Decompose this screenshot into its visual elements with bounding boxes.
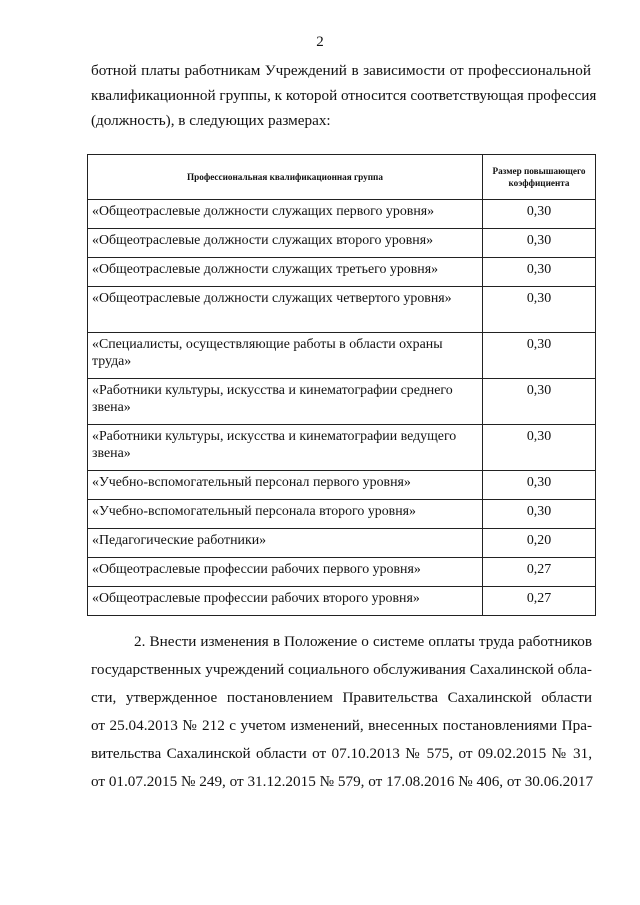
coefficient-cell: 0,20 bbox=[483, 529, 596, 558]
group-cell: «Общеотраслевые профессии рабочих первого уровня» bbox=[88, 558, 483, 587]
coefficient-cell: 0,30 bbox=[483, 200, 596, 229]
coefficient-cell: 0,30 bbox=[483, 425, 596, 471]
table-header-row bbox=[88, 155, 596, 200]
table-row bbox=[88, 471, 596, 500]
table-row bbox=[88, 229, 596, 258]
coefficient-cell: 0,30 bbox=[483, 379, 596, 425]
header-coefficient: Размер повышающего коэффициента bbox=[483, 155, 596, 200]
coefficient-cell: 0,27 bbox=[483, 558, 596, 587]
intro-text bbox=[91, 58, 597, 133]
paragraph-line: вительства Сахалинской области от 07.10.2013 № 575, от 09.02.2015 № 31, bbox=[91, 745, 592, 762]
group-cell: «Специалисты, осуществляющие работы в области охраны труда» bbox=[88, 333, 483, 379]
table-row bbox=[88, 587, 596, 616]
paragraph-line: от 25.04.2013 № 212 с учетом изменений, внесенных постановлениями Пра- bbox=[91, 717, 592, 734]
group-cell: «Общеотраслевые должности служащих первого уровня» bbox=[88, 200, 483, 229]
group-cell: «Учебно-вспомогательный персонала второго уровня» bbox=[88, 500, 483, 529]
paragraph-line: государственных учреждений социального обслуживания Сахалинской обла- bbox=[91, 661, 592, 678]
paragraph-line: от 01.07.2015 № 249, от 31.12.2015 № 579, от 17.08.2016 № 406, от 30.06.2017 bbox=[91, 773, 594, 790]
table-row bbox=[88, 200, 596, 229]
paragraph-line: 2. Внести изменения в Положение о системе оплаты труда работников bbox=[134, 633, 592, 650]
table-row bbox=[88, 258, 596, 287]
paragraph-2 bbox=[91, 628, 592, 796]
page-number: 2 bbox=[316, 34, 324, 50]
table-row bbox=[88, 529, 596, 558]
intro-line: квалификационной группы, к которой относится соответствующая профессия bbox=[91, 87, 597, 104]
group-cell: «Педагогические работники» bbox=[88, 529, 483, 558]
group-cell: «Общеотраслевые профессии рабочих второго уровня» bbox=[88, 587, 483, 616]
paragraph-line: сти, утвержденное постановлением Правительства Сахалинской области bbox=[91, 689, 592, 706]
coefficient-table bbox=[87, 154, 596, 616]
table-row bbox=[88, 500, 596, 529]
group-cell: «Работники культуры, искусства и кинематографии среднего звена» bbox=[88, 379, 483, 425]
table-row bbox=[88, 333, 596, 379]
coefficient-cell: 0,30 bbox=[483, 500, 596, 529]
coefficient-cell: 0,30 bbox=[483, 258, 596, 287]
coefficient-cell: 0,30 bbox=[483, 471, 596, 500]
coefficient-cell: 0,30 bbox=[483, 229, 596, 258]
intro-line: ботной платы работникам Учреждений в зависимости от профессиональной bbox=[91, 62, 591, 79]
table-row bbox=[88, 425, 596, 471]
group-cell: «Общеотраслевые должности служащих третьего уровня» bbox=[88, 258, 483, 287]
coefficient-cell: 0,30 bbox=[483, 287, 596, 333]
group-cell: «Общеотраслевые должности служащих второго уровня» bbox=[88, 229, 483, 258]
group-cell: «Учебно-вспомогательный персонал первого уровня» bbox=[88, 471, 483, 500]
coefficient-cell: 0,27 bbox=[483, 587, 596, 616]
table-row bbox=[88, 287, 596, 333]
group-cell: «Работники культуры, искусства и кинематографии ведущего звена» bbox=[88, 425, 483, 471]
table-row bbox=[88, 558, 596, 587]
table-row bbox=[88, 379, 596, 425]
header-group: Профессиональная квалификационная группа bbox=[88, 155, 483, 200]
intro-line: (должность), в следующих размерах: bbox=[91, 112, 331, 129]
coefficient-cell: 0,30 bbox=[483, 333, 596, 379]
group-cell: «Общеотраслевые должности служащих четвертого уровня» bbox=[88, 287, 483, 333]
